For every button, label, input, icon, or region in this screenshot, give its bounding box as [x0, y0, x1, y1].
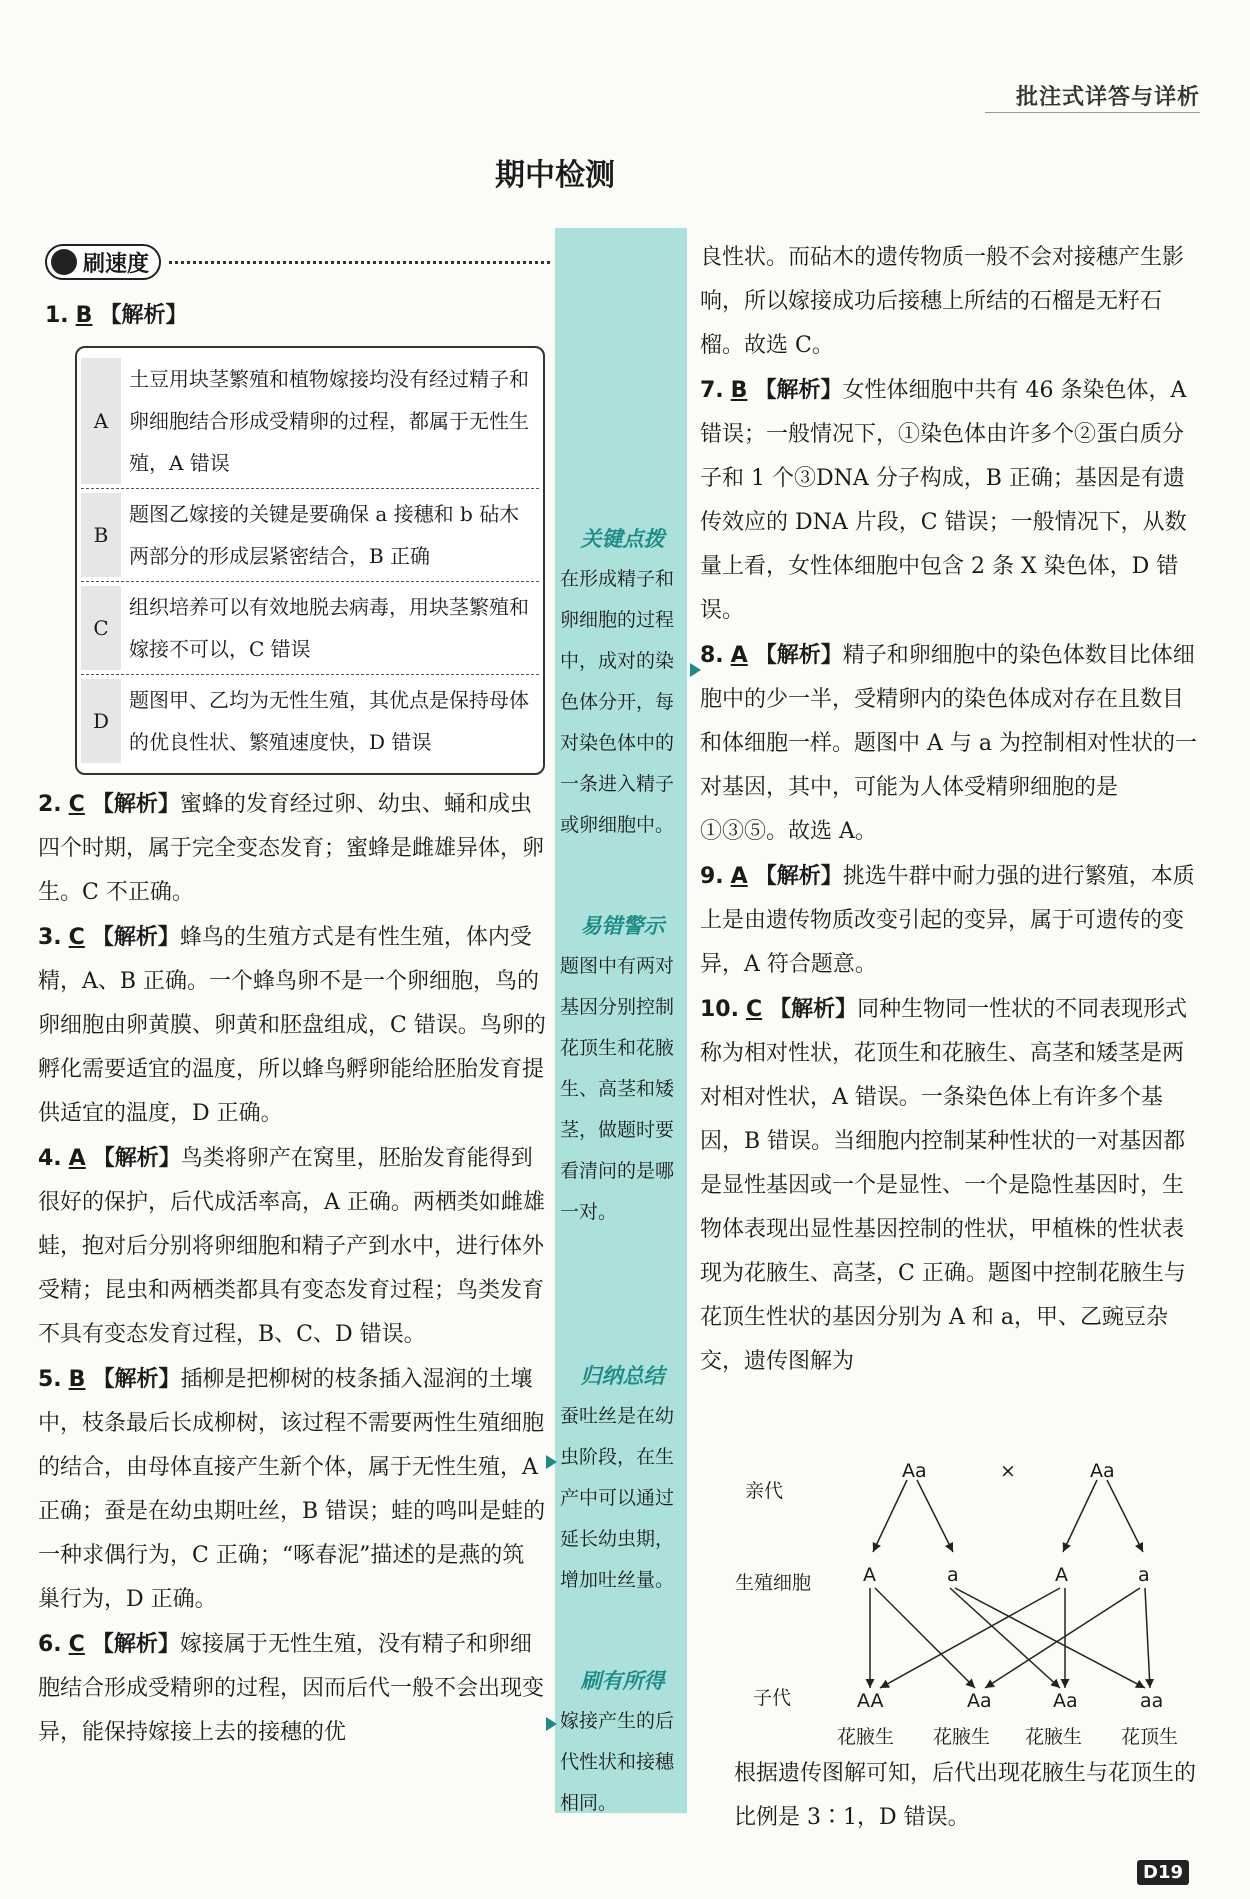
section-header: [45, 245, 550, 279]
analysis-tag: 【解析】: [91, 1631, 180, 1657]
question-number: 8.: [700, 643, 724, 668]
left-column: [38, 782, 546, 1755]
sidebar-note-key-tips: [560, 518, 685, 846]
analysis-text: 精子和卵细胞中的染色体数目比体细胞中的少一半，受精卵内的染色体成对存在且数目和体细胞一样。题图中 A 与 a 为控制相对性状的一对基因，其中，可能为人体受精卵细胞的是①③⑤。故选 A。: [700, 643, 1197, 844]
answer-letter: C: [68, 792, 85, 817]
note-title: 易错警示: [580, 913, 665, 938]
note-title: 归纳总结: [580, 1363, 665, 1388]
offspring-phenotype: 花腋生: [933, 1726, 991, 1748]
row-text: 土豆用块茎繁殖和植物嫁接均没有经过精子和卵细胞结合形成受精卵的过程，都属于无性生殖，A 错误: [129, 367, 529, 475]
offspring-genotype: Aa: [1053, 1690, 1078, 1712]
row-label-parents: 亲代: [745, 1480, 784, 1502]
section-label: 刷速度: [83, 251, 150, 277]
parent-genotype: Aa: [1090, 1460, 1115, 1482]
analysis-text: 鸟类将卵产在窝里，胚胎发育能得到很好的保护，后代成活率高，A 正确。两栖类如雌雄蛙，抱对后分别将卵细胞和精子产到水中，进行体外受精；昆虫和两栖类都具有变态发育过程；鸟类发育不具有变态发育过程，B、C、D 错误。: [38, 1146, 545, 1347]
question-6: [38, 1622, 546, 1755]
sidebar-note-warning: [560, 905, 685, 1233]
row-key: A: [81, 358, 121, 484]
gamete: a: [947, 1564, 959, 1586]
note-title: 刷有所得: [580, 1668, 665, 1693]
answer-letter: A: [730, 864, 748, 889]
row-label-gametes: 生殖细胞: [735, 1572, 812, 1594]
question-number: 10.: [700, 997, 739, 1022]
section-dots: [169, 260, 550, 264]
analysis-text: 挑选牛群中耐力强的进行繁殖，本质上是由遗传物质改变引起的变异，属于可遗传的变异，A 符合题意。: [700, 864, 1195, 977]
question-number: 3.: [38, 925, 62, 950]
section-badge: [45, 244, 161, 280]
answer-letter: C: [745, 997, 763, 1022]
offspring-genotype: AA: [857, 1690, 884, 1712]
row-text: 组织培养可以有效地脱去病毒，用块茎繁殖和嫁接不可以，C 错误: [129, 595, 529, 661]
gamete: a: [1138, 1564, 1150, 1586]
analysis-tag: 【解析】: [91, 924, 180, 950]
row-label-offspring: 子代: [753, 1687, 792, 1709]
parent-genotype: Aa: [902, 1460, 927, 1482]
question-10: [700, 987, 1205, 1384]
note-title: 关键点拨: [580, 526, 665, 551]
header-subtitle: 批注式详答与详析: [1015, 85, 1200, 110]
page-title: 期中检测: [495, 158, 615, 193]
answer-letter: B: [75, 303, 93, 328]
conclusion-text: 根据遗传图解可知，后代出现花腋生与花顶生的比例是 3∶1，D 错误。: [734, 1761, 1197, 1830]
analysis-tag: 【解析】: [92, 1145, 181, 1171]
table-row: [81, 489, 539, 582]
question-1-table: [75, 346, 545, 775]
note-text: 蚕吐丝是在幼虫阶段，在生产中可以通过延长幼虫期，增加吐丝量。: [560, 1405, 675, 1591]
offspring-genotype: aa: [1140, 1690, 1164, 1712]
question-4: [38, 1136, 546, 1357]
table-row: [81, 354, 539, 489]
header-rule: [985, 112, 1200, 113]
sidebar-note-takeaway: [560, 1660, 685, 1824]
question-5: [38, 1357, 546, 1622]
row-key: D: [81, 679, 121, 763]
row-text: 题图乙嫁接的关键是要确保 a 接穗和 b 砧木两部分的形成层紧密结合，B 正确: [129, 502, 520, 568]
analysis-tag: 【解析】: [754, 863, 843, 889]
analysis-tag: 【解析】: [91, 791, 180, 817]
offspring-phenotype: 花腋生: [1025, 1726, 1083, 1748]
answer-letter: C: [68, 925, 85, 950]
analysis-text: 女性体细胞中共有 46 条染色体，A 错误；一般情况下，①染色体由许多个②蛋白质分子和 1 个③DNA 分子构成，B 正确；基因是有遗传效应的 DNA 片段，C 错误；一般情况下，从数量上看，女性体细胞中包含 2 条 X 染色体，D 错误。: [700, 378, 1187, 623]
analysis-text: 蜂鸟的生殖方式是有性生殖，体内受精，A、B 正确。一个蜂鸟卵不是一个卵细胞，鸟的卵细胞由卵黄膜、卵黄和胚盘组成，C 错误。鸟卵的孵化需要适宜的温度，所以蜂鸟孵卵能给胚胎发育提供适宜的温度，D 正确。: [38, 925, 546, 1126]
table-row: [81, 582, 539, 675]
answer-letter: A: [68, 1146, 86, 1171]
note-text: 在形成精子和卵细胞的过程中，成对的染色体分开，每对染色体中的一条进入精子或卵细胞中。: [560, 568, 675, 836]
question-number: 5.: [38, 1367, 62, 1392]
arrow-icon: [546, 1455, 557, 1469]
question-number: 4.: [38, 1146, 62, 1171]
gamete: A: [1055, 1564, 1068, 1586]
row-key: B: [81, 493, 121, 577]
analysis-tag: 【解析】: [92, 1366, 181, 1392]
question-9: [700, 854, 1205, 987]
question-number: 2.: [38, 792, 62, 817]
row-text: 题图甲、乙均为无性生殖，其优点是保持母体的优良性状、繁殖速度快，D 错误: [129, 688, 529, 754]
note-text: 题图中有两对基因分别控制花顶生和花腋生、高茎和矮茎，做题时要看清问的是哪一对。: [560, 955, 675, 1223]
analysis-tag: 【解析】: [754, 642, 843, 668]
cross-symbol: ×: [1000, 1460, 1016, 1482]
question-8: [700, 633, 1205, 854]
analysis-text: 插柳是把柳树的枝条插入湿润的土壤中，枝条最后长成柳树，该过程不需要两性生殖细胞的结合，由母体直接产生新个体，属于无性生殖，A 正确；蚕是在幼虫期吐丝，B 错误；蛙的鸣叫是蛙的一种求偶行为，C 正确；“啄春泥”描述的是燕的筑巢行为，D 正确。: [38, 1367, 546, 1612]
page-number: D19: [1137, 1860, 1189, 1885]
gamete: A: [863, 1564, 876, 1586]
question-number: 7.: [700, 378, 724, 403]
section-icon: [51, 249, 77, 275]
analysis-tag: 【解析】: [99, 302, 188, 328]
right-column: [700, 236, 1205, 1384]
offspring-phenotype: 花顶生: [1121, 1726, 1179, 1748]
answer-letter: B: [68, 1367, 86, 1392]
answer-letter: C: [68, 1632, 85, 1657]
analysis-text: 嫁接属于无性生殖，没有精子和卵细胞结合形成受精卵的过程，因而后代一般不会出现变异，能保持嫁接上去的接穗的优: [38, 1632, 545, 1745]
continued-text: 良性状。而砧木的遗传物质一般不会对接穗产生影响，所以嫁接成功后接穗上所结的石榴是无籽石榴。故选 C。: [700, 245, 1185, 358]
answer-letter: B: [730, 378, 748, 403]
question-number: 6.: [38, 1632, 62, 1657]
analysis-tag: 【解析】: [769, 996, 858, 1022]
question-3: [38, 915, 546, 1136]
offspring-genotype: Aa: [967, 1690, 992, 1712]
question-2: [38, 782, 546, 915]
table-row: [81, 675, 539, 767]
question-number: 9.: [700, 864, 724, 889]
offspring-phenotype: 花腋生: [837, 1726, 895, 1748]
genetic-diagram: [735, 1460, 1205, 1750]
answer-letter: A: [730, 643, 748, 668]
question-7: [700, 368, 1205, 633]
note-text: 嫁接产生的后代性状和接穗相同。: [560, 1710, 675, 1814]
arrow-icon: [546, 1717, 557, 1731]
analysis-text: 蜜蜂的发育经过卵、幼虫、蛹和成虫四个时期，属于完全变态发育；蜜蜂是雌雄异体，卵生。C 不正确。: [38, 792, 545, 905]
analysis-text: 同种生物同一性状的不同表现形式称为相对性状，花顶生和花腋生、高茎和矮茎是两对相对性状，A 错误。一条染色体上有许多个基因，B 错误。当细胞内控制某种性状的一对基因都是显性基因或一个是显性、一个是隐性基因时，生物体表现出显性基因控制的性状，甲植株的性状表现为花腋生、高茎，C 正确。题图中控制花腋生与花顶生性状的基因分别为 A 和 a，甲、乙豌豆杂交，遗传图解为: [700, 997, 1188, 1374]
question-number: 1.: [45, 303, 69, 328]
row-key: C: [81, 586, 121, 670]
sidebar-note-summary: [560, 1355, 685, 1601]
question-1-head: [45, 298, 187, 329]
analysis-tag: 【解析】: [754, 377, 843, 403]
